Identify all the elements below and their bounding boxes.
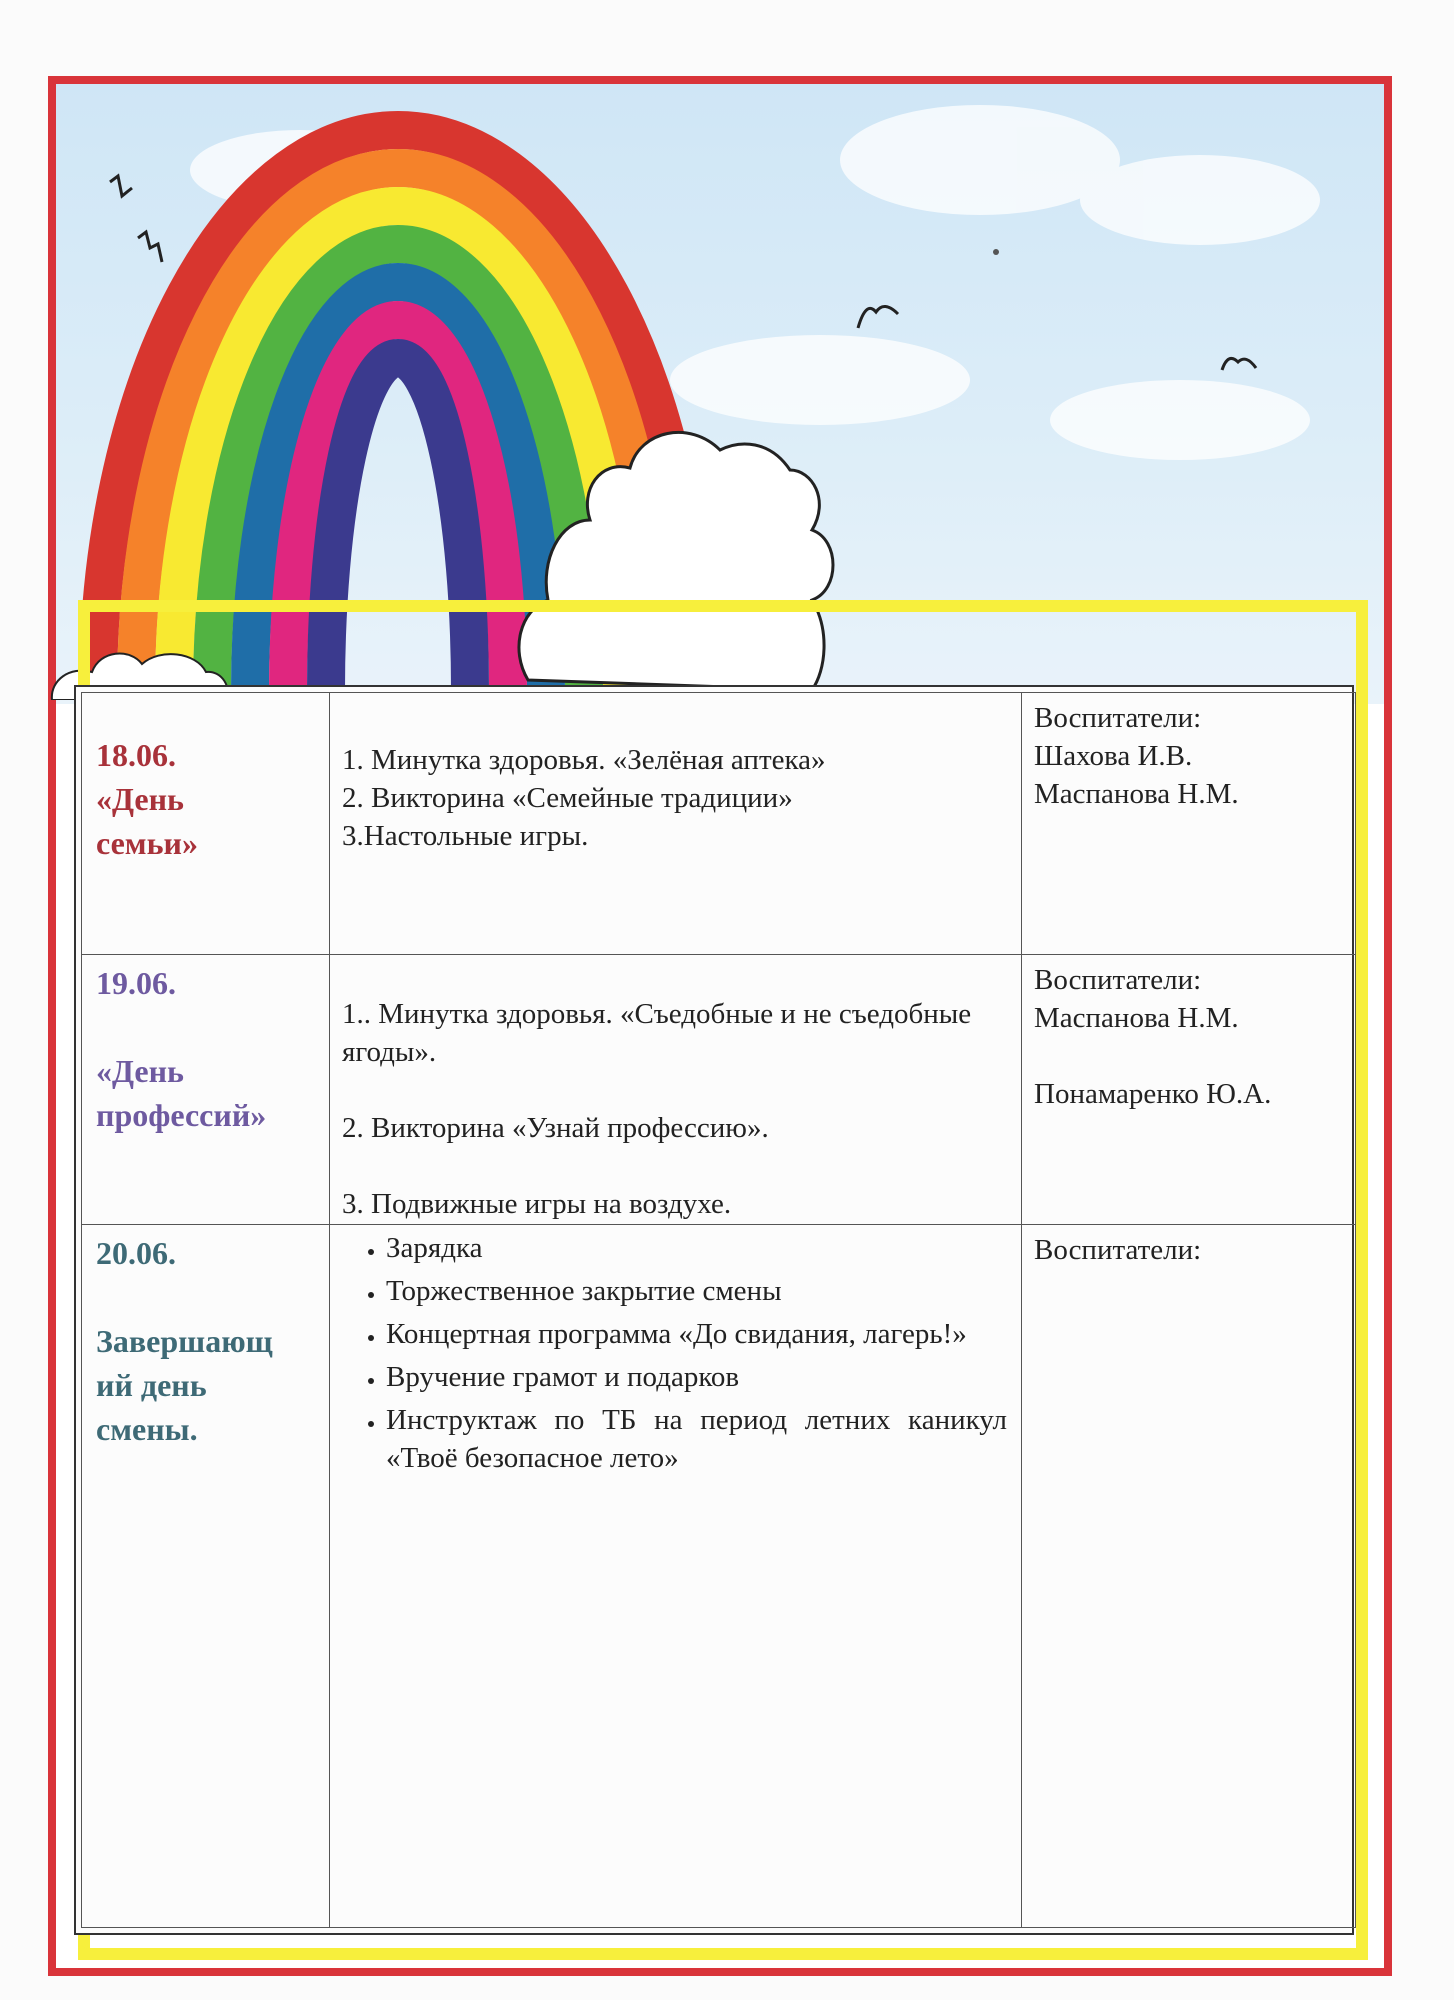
day-title-line: «День — [96, 781, 184, 817]
day-title-line: Завершающ — [96, 1323, 273, 1359]
date-cell — [82, 955, 330, 1225]
staff-label: Воспитатели: — [1034, 1234, 1202, 1266]
date-label: 19.06. — [96, 965, 176, 1001]
staff-cell — [1022, 1225, 1356, 1928]
date-label: 20.06. — [96, 1235, 176, 1271]
activities-cell — [330, 955, 1022, 1225]
dot-icon — [993, 249, 999, 255]
schedule-grid — [81, 692, 1356, 1928]
staff-name: Маспанова Н.М. — [1034, 1002, 1239, 1034]
list-item: • Концертная программа «До свидания, лагерь!» — [386, 1315, 1007, 1353]
activity-item: 2. Викторина «Семейные традиции» — [342, 782, 793, 814]
staff-cell — [1022, 693, 1356, 955]
day-title-line: ий день — [96, 1367, 207, 1403]
list-item: • Торжественное закрытие смены — [386, 1272, 1007, 1310]
table-row — [82, 1225, 1356, 1928]
staff-name: Маспанова Н.М. — [1034, 778, 1239, 810]
rainbow-illustration — [0, 0, 1454, 700]
list-item: • Инструктаж по ТБ на период летних каникул «Твоё безопасное лето» — [386, 1401, 1007, 1477]
day-title-line: семьи» — [96, 825, 198, 861]
date-label: 18.06. — [96, 737, 176, 773]
schedule-table — [74, 685, 1354, 1935]
list-item: • Вручение грамот и подарков — [386, 1358, 1007, 1396]
staff-name: Понамаренко Ю.А. — [1034, 1078, 1272, 1110]
staff-label: Воспитатели: — [1034, 964, 1202, 996]
activity-item: 3. Подвижные игры на воздухе. — [342, 1188, 732, 1220]
activity-item: 1. Минутка здоровья. «Зелёная аптека» — [342, 744, 826, 776]
activity-item: 1.. Минутка здоровья. «Съедобные и не съедобные ягоды». — [342, 998, 972, 1068]
date-cell — [82, 1225, 330, 1928]
staff-label: Воспитатели: — [1034, 702, 1202, 734]
table-row — [82, 693, 1356, 955]
day-title-line: профессий» — [96, 1097, 267, 1133]
activity-item: 2. Викторина «Узнай профессию». — [342, 1112, 769, 1144]
staff-cell — [1022, 955, 1356, 1225]
table-row — [82, 955, 1356, 1225]
activities-cell — [330, 1225, 1022, 1928]
staff-name: Шахова И.В. — [1034, 740, 1193, 772]
day-title-line: «День — [96, 1053, 184, 1089]
activity-list — [330, 1229, 1021, 1477]
activities-cell — [330, 693, 1022, 955]
list-item: • Зарядка — [386, 1229, 1007, 1267]
activity-item: 3.Настольные игры. — [342, 820, 589, 852]
date-cell — [82, 693, 330, 955]
day-title-line: смены. — [96, 1411, 198, 1447]
